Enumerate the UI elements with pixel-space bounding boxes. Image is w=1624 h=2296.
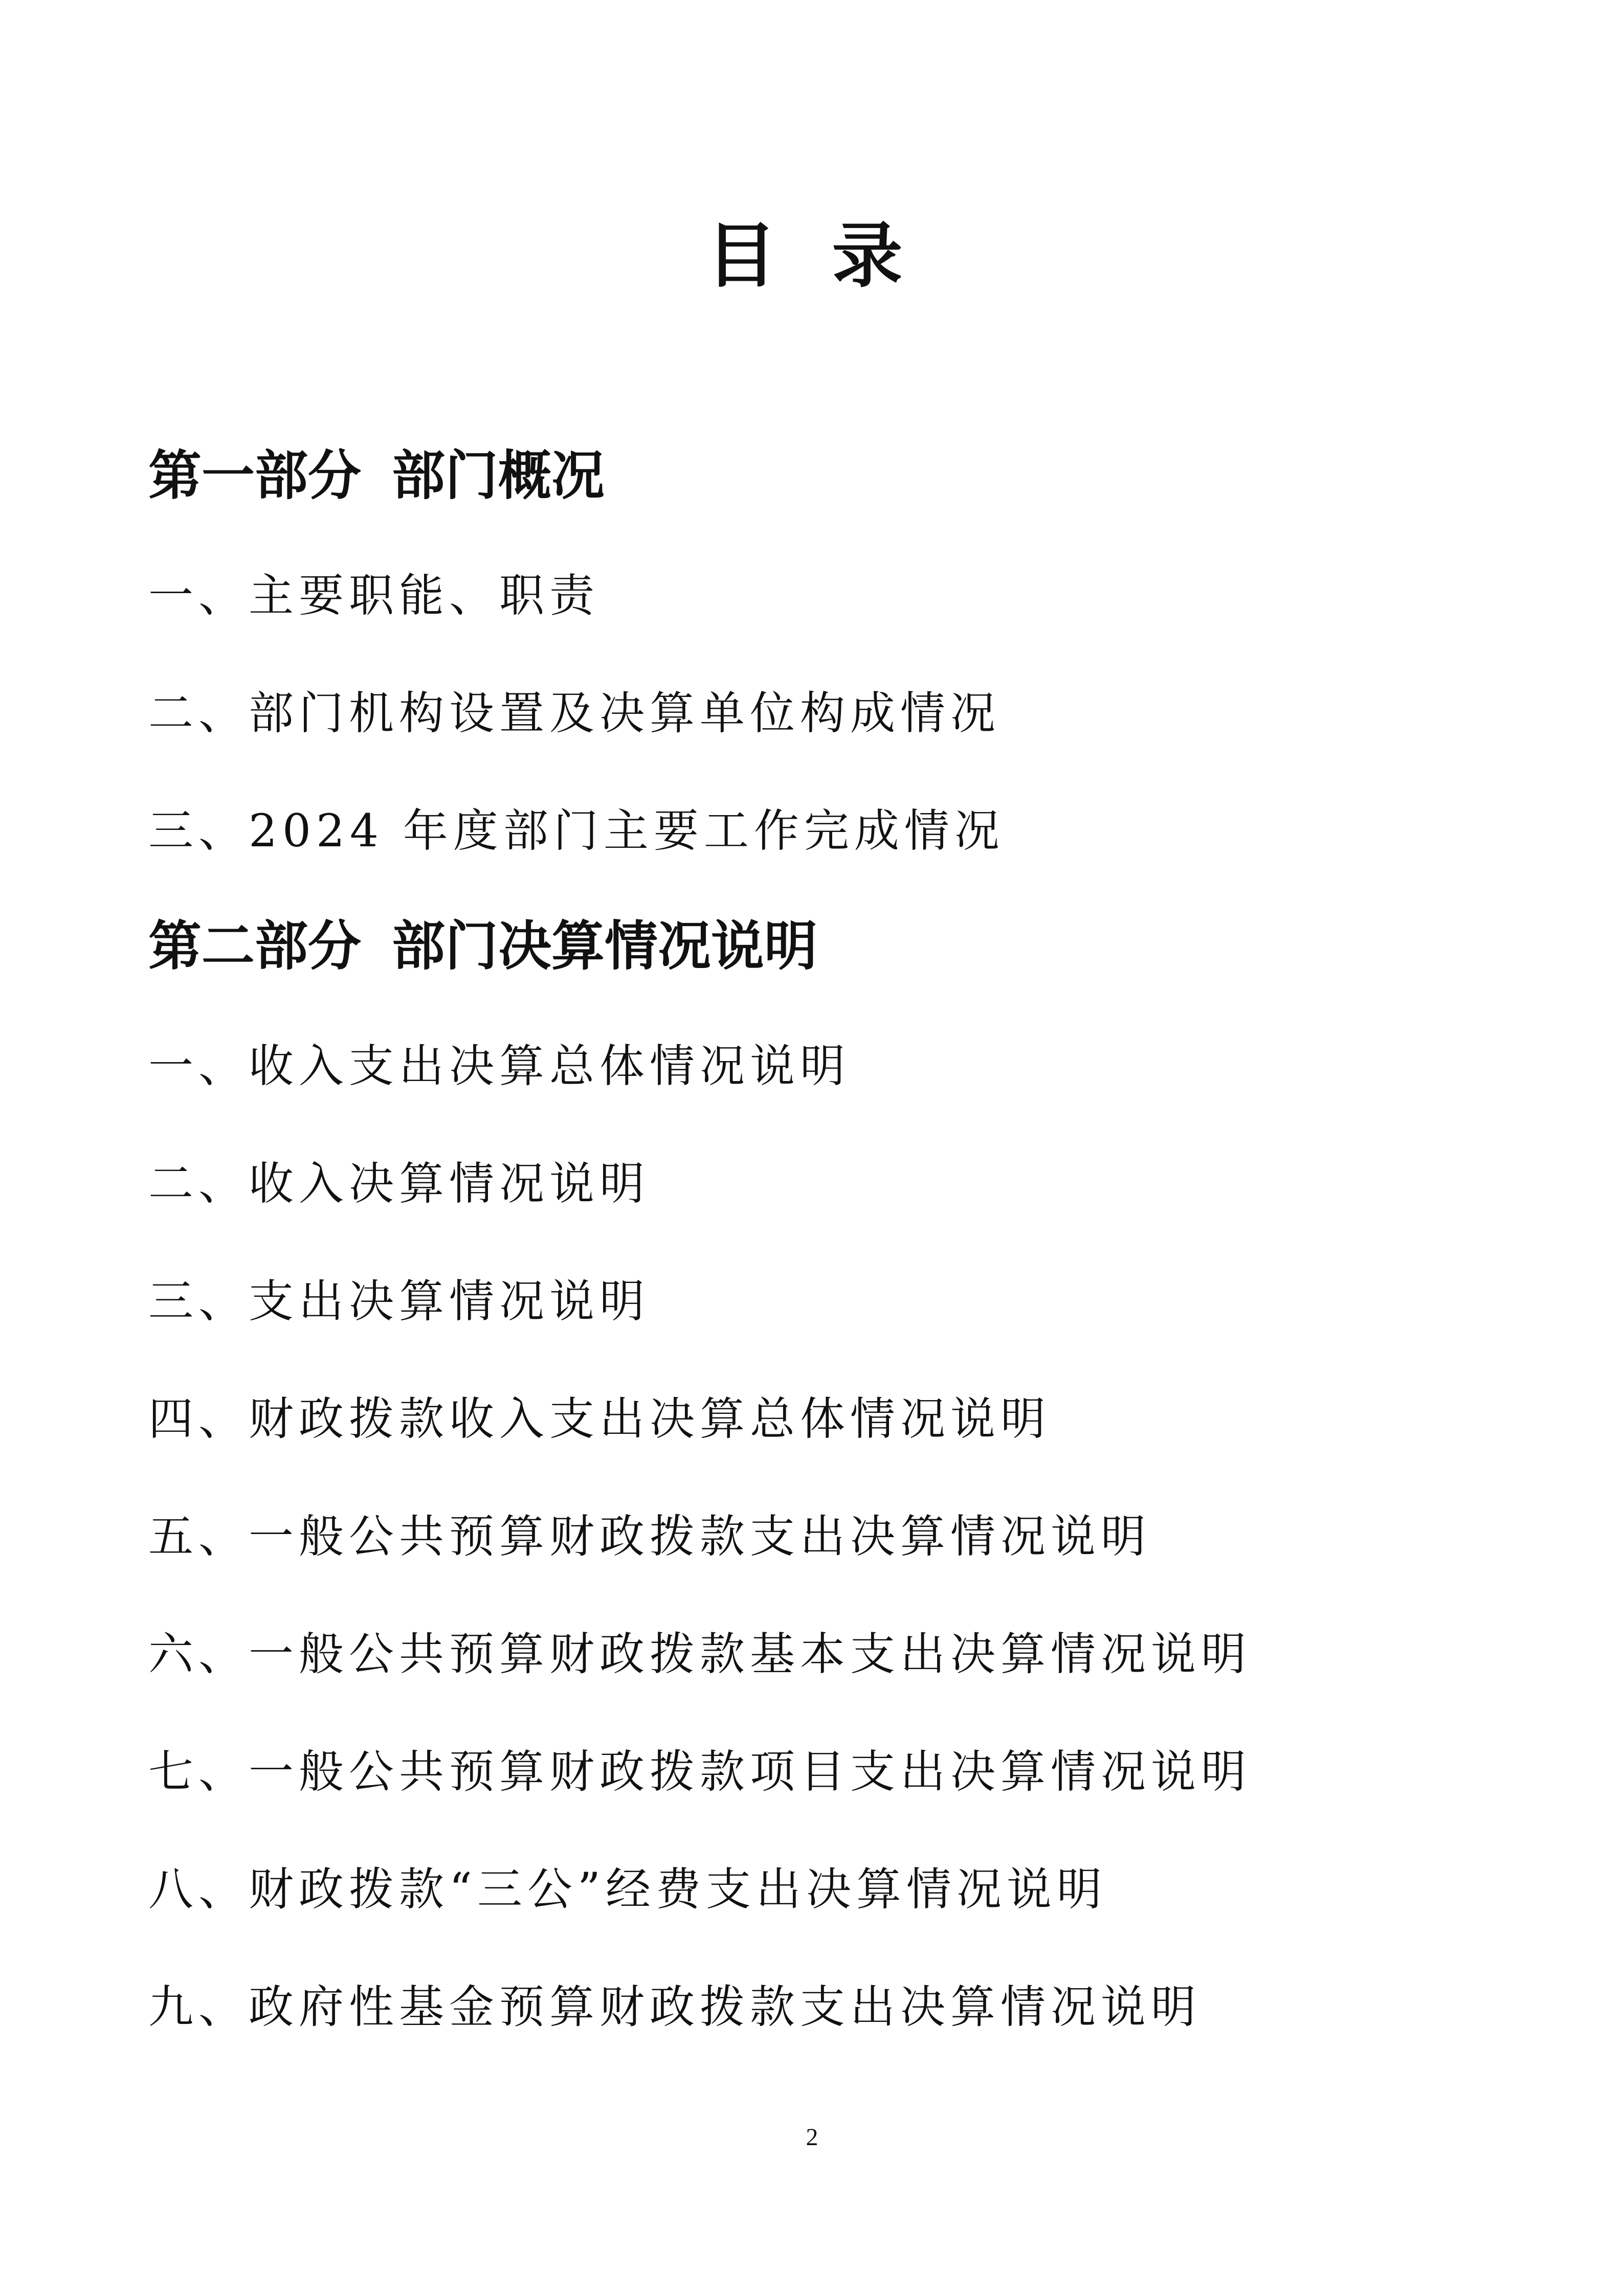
part2-label: 第二部分: [148, 914, 362, 977]
part1-title: 部门概况: [392, 444, 605, 507]
toc-item-part2-4[interactable]: 四、财政拨款收入支出决算总体情况说明: [148, 1392, 1051, 1445]
page-number: 2: [806, 2124, 818, 2151]
toc-item-part1-1[interactable]: 一、主要职能、职责: [148, 569, 600, 622]
page-title: 目 录: [706, 214, 918, 297]
toc-item-part2-5[interactable]: 五、一般公共预算财政拨款支出决算情况说明: [148, 1510, 1151, 1563]
toc-item-part2-7[interactable]: 七、一般公共预算财政拨款项目支出决算情况说明: [148, 1745, 1252, 1798]
part2-title: 部门决算情况说明: [392, 914, 818, 977]
toc-item-part2-1[interactable]: 一、收入支出决算总体情况说明: [148, 1040, 851, 1092]
part1-label: 第一部分: [148, 444, 362, 507]
toc-item-part1-3[interactable]: 三、2024 年度部门主要工作完成情况: [148, 804, 1005, 857]
toc-item-part2-6[interactable]: 六、一般公共预算财政拨款基本支出决算情况说明: [148, 1628, 1252, 1680]
toc-item-part2-9[interactable]: 九、政府性基金预算财政拨款支出决算情况说明: [148, 1980, 1202, 2033]
toc-item-part2-2[interactable]: 二、收入决算情况说明: [148, 1157, 650, 1210]
toc-item-part2-8[interactable]: 八、财政拨款“三公”经费支出决算情况说明: [148, 1863, 1107, 1916]
part2-heading[interactable]: [148, 915, 817, 977]
toc-item-part2-3[interactable]: 三、支出决算情况说明: [148, 1275, 650, 1327]
part1-heading[interactable]: [148, 445, 605, 506]
toc-item-part1-2[interactable]: 二、部门机构设置及决算单位构成情况: [148, 687, 1001, 739]
